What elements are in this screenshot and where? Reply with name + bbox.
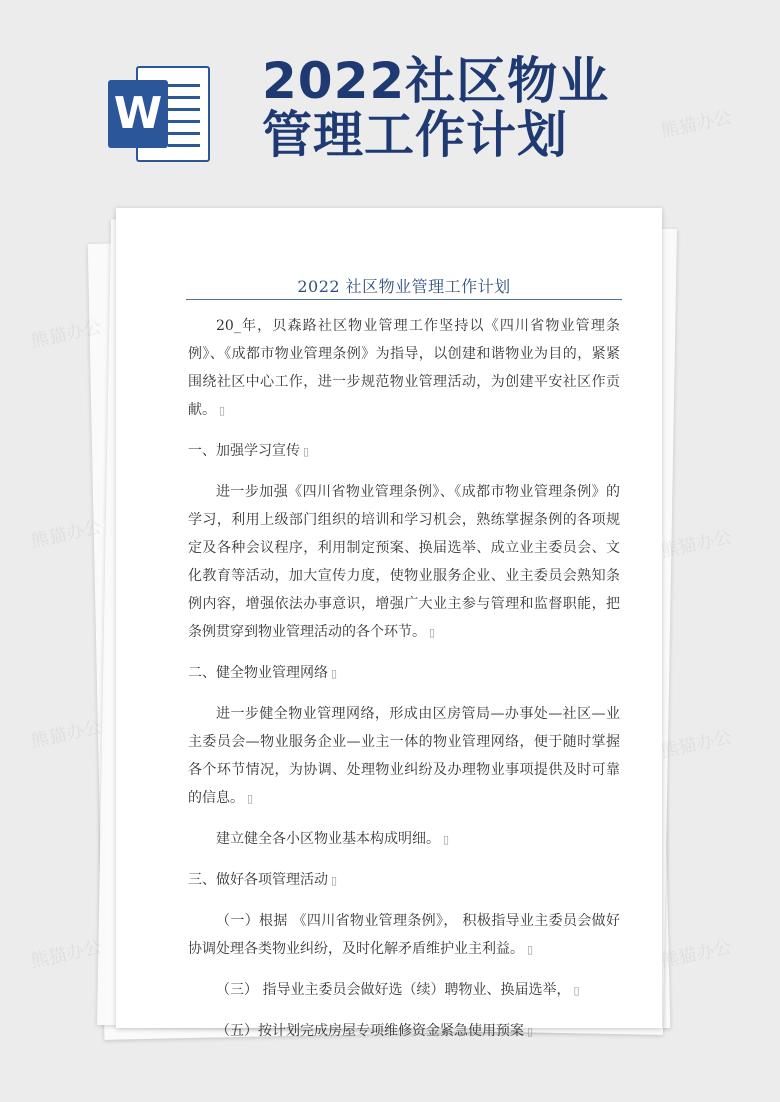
paragraph-mark-icon: ▯ bbox=[247, 792, 254, 805]
paragraph-mark-icon: ▯ bbox=[219, 404, 226, 417]
watermark: 熊猫办公 bbox=[28, 716, 104, 753]
word-logo-letter: W bbox=[108, 80, 168, 148]
cover-header bbox=[0, 0, 780, 200]
watermark: 熊猫办公 bbox=[658, 526, 734, 563]
paragraph-mark-icon: ▯ bbox=[331, 667, 338, 680]
heading-section-3: 三、做好各项管理活动 ▯ bbox=[188, 872, 338, 888]
watermark: 熊猫办公 bbox=[28, 316, 104, 353]
heading-section-2: 二、健全物业管理网络 ▯ bbox=[188, 665, 338, 681]
paragraph-mark-icon: ▯ bbox=[303, 445, 310, 458]
paragraph-item-1: （一）根据 《四川省物业管理条例》， 积极指导业主委员会做好协调处理各类物业纠纷，及时化解矛盾维护业主利益。 ▯ bbox=[188, 913, 620, 957]
paragraph-mark-icon: ▯ bbox=[527, 943, 534, 956]
watermark: 熊猫办公 bbox=[28, 516, 104, 553]
title-underline bbox=[186, 299, 622, 300]
document-body bbox=[188, 312, 620, 1046]
paragraph-section-2b: 建立健全各小区物业基本构成明细。 ▯ bbox=[216, 831, 450, 847]
watermark: 熊猫办公 bbox=[658, 106, 734, 143]
watermark: 熊猫办公 bbox=[28, 936, 104, 973]
paragraph-item-5: （五）按计划完成房屋专项维修资金紧急使用预案 ▯ bbox=[216, 1023, 534, 1039]
paragraph-mark-icon: ▯ bbox=[573, 984, 580, 997]
paragraph-mark-icon: ▯ bbox=[443, 833, 450, 846]
cover-title-line2: 管理工作计划 bbox=[262, 106, 568, 164]
word-document-icon bbox=[108, 66, 212, 162]
document-page bbox=[116, 208, 662, 1039]
paragraph-mark-icon: ▯ bbox=[331, 874, 338, 887]
watermark: 熊猫办公 bbox=[658, 726, 734, 763]
paragraph-section-2: 进一步健全物业管理网络，形成由区房管局—办事处—社区—业主委员会—物业服务企业—业主一体的物业管理网络，便于随时掌握各个环节情况，为协调、处理物业纠纷及办理物业事项提供及时可靠的信息。 ▯ bbox=[188, 706, 620, 806]
heading-section-1: 一、加强学习宣传 ▯ bbox=[188, 443, 310, 459]
paragraph-intro: 20_年，贝森路社区物业管理工作坚持以《四川省物业管理条例》、《成都市物业管理条例》为指导，以创建和谐物业为目的，紧紧围绕社区中心工作，进一步规范物业管理活动，为创建平安社区作贡献。 ▯ bbox=[188, 318, 620, 418]
watermark: 熊猫办公 bbox=[658, 936, 734, 973]
paragraph-mark-icon: ▯ bbox=[527, 1025, 534, 1038]
cover-title-line1: 2022社区物业 bbox=[262, 52, 610, 110]
cover-title bbox=[262, 54, 682, 162]
paragraph-item-3: （三） 指导业主委员会做好选（续）聘物业、换届选举， ▯ bbox=[216, 982, 580, 998]
paragraph-mark-icon: ▯ bbox=[429, 626, 436, 639]
paragraph-section-1: 进一步加强《四川省物业管理条例》、《成都市物业管理条例》的学习，利用上级部门组织的培训和学习机会，熟练掌握条例的各项规定及各种会议程序，利用制定预案、换届选举、成立业主委员会、文化教育等活动，加大宣传力度，使物业服务企业、业主委员会熟知条例内容，增强依法办事意识，增强广大业主参与管理和监督职能，把条例贯穿到物业管理活动的各个环节。 ▯ bbox=[188, 484, 620, 640]
document-title: 2022 社区物业管理工作计划 bbox=[297, 277, 511, 296]
